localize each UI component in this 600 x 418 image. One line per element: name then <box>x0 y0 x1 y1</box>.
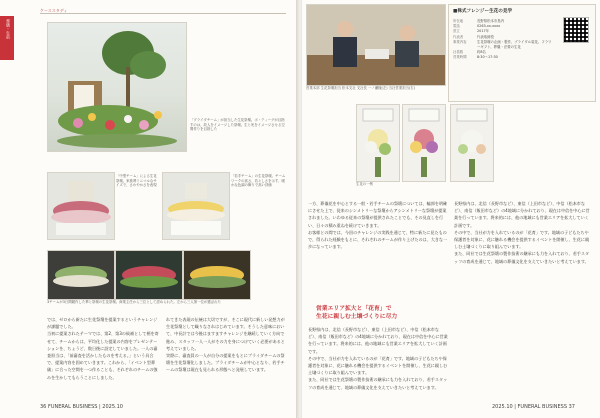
right-page <box>302 0 600 418</box>
profile-row: 事業内容 生花祭壇の企画・製作、ブライダル装花、フラワーギフト、葬儀・法要の生花 <box>453 39 552 50</box>
profile-row: 代表者 代表取締役 <box>453 34 494 39</box>
arrangement-photo-1 <box>356 104 400 182</box>
small-caption-1: 「中型チーム」による生花祭壇。家族葬ミニマルなサイズで、さわやかさを表現 <box>116 174 157 188</box>
bottom-arrangement-1 <box>48 251 114 299</box>
right-body-col-1: 一方、葬儀花を中心とする一般・若手チームの祭壇については、輪郭を明確にさせた上で、従来のシンメトリーな祭壇からアシンメトリーな祭壇が提案されました。いわゆる従来の祭壇が提供されたことでも、その見直しを行い、日々の積み重ねを続けていきます。 お客様との間では、今回のチャレンジの実践を通じて、特に新たに見たもので、得られた経験をもとに、それぞれのチームが作り上げたのは、大きな一歩になっています。 <box>308 201 448 250</box>
bottom-photos-caption: 3チームが3日間競作した華と祭壇の生花祭壇。商業主任から三位として認められた。左から三人第一位が選ばれた <box>47 300 221 304</box>
photo-bottom-1 <box>47 250 115 300</box>
side-tab-label: 葬儀・生前 <box>6 19 11 39</box>
profile-row: 営業時間 8:30～17:30 <box>453 55 498 60</box>
bottom-arrangement-2 <box>116 251 182 299</box>
right-body-col-1b-text: 長野県内は、北信（長野市など）、東信（上田市など）、中信（松本市など）、南信（飯田市など）の4地域に分かれており、現在は中信を中心に営業を行っています。将来的には、他の地域にも営業エリアを拡大していく計画です。 その中で、当社が力を入れているのが「花育」です。地域の子どもたちや保護者を対象に、花に触れる機会を提供するイベントを開催し、生花に親しむ土壌づくりに取り組んでいます。 また、同社では生花祭壇の製作技術の継承にも力を入れており、若手スタッフの育成を通じて、地域の葬儀文化を支えていきたいと考えています。 <box>308 327 448 390</box>
altar-illustration <box>48 23 186 151</box>
right-body-col-2: 長野県内は、北信（長野市など）、東信（上田市など）、中信（松本市など）、南信（飯田市など）の4地域に分かれており、現在は中信を中心に営業を行っています。将来的には、他の地域にも営業エリアを拡大していく計画です。 その中で、当社が力を入れているのが「花育」です。地域の子どもたちや保護者を対象に、花に触れる機会を提供するイベントを開催し、生花に親しむ土壌づくりに取り組んでいます。 また、同社では生花祭壇の製作技術の継承にも力を入れており、若手スタッフの育成を通じて、地域の葬儀文化を支えていきたいと考えています。 <box>454 201 590 264</box>
left-folio: 36 FUNERAL BUSINESS | 2025.10 <box>40 404 123 410</box>
staff-photo-caption: 営業本部 生花祭壇担当 松本支社 支社長 一ノ瀬様(左) 当社営業担当(右) <box>306 86 416 90</box>
profile-title: ■株式フレンジー生花の見学 <box>453 9 513 14</box>
bottom-arrangement-3 <box>184 251 250 299</box>
section-label: ケーススタディ <box>40 8 68 13</box>
middle-team-arrangement <box>48 173 114 239</box>
right-body-col-1b <box>308 326 448 400</box>
right-folio: 2025.10 | FUNERAL BUSINESS 37 <box>492 404 575 410</box>
staff-illustration <box>307 5 445 85</box>
main-altar-photo <box>47 22 187 152</box>
profile-row: 社員数 約8名 <box>453 50 486 55</box>
young-team-arrangement <box>163 173 229 239</box>
photo-bottom-3 <box>183 250 251 300</box>
header-rule <box>40 13 286 14</box>
photo-middle-team <box>47 172 115 240</box>
section-headline: 営業エリア拡大と「花育」で 生花に親しむ土壌づくりに尽力 <box>316 306 398 320</box>
arrangement-2 <box>403 105 445 181</box>
company-profile-box <box>448 4 596 102</box>
photo-young-team <box>162 172 230 240</box>
main-photo-caption: 「プライダチーム」が担当した生花祭壇。ボ・ティーグが目指すのは、故人をイメージした祭壇。生と死をイメージさせる空間作りを目指した <box>190 118 285 132</box>
qr-code-icon <box>563 17 589 43</box>
arrangement-photo-3 <box>450 104 494 182</box>
profile-row: 設立 2017年 <box>453 29 490 34</box>
left-body-col-2: れてきた表現の伝統は大切ですが、そこに現代に新しい発想力が生花祭壇として織りなされはじめています。そうした意味において、中長計では今後はますますチャレンジを継続していく方向で進み、スタッフ一人一人がその力を身につけていく必要があると考えていました。 実際に、審査員の一人が自分の提案をもとにプライダチームの祭壇を生花祭壇化しました。プライダチームが中心となり、若手チームの祭壇は現在も見られる形態へと発展しています。 <box>166 317 285 373</box>
profile-row: 所在地 長野県松本市島内 <box>453 19 505 23</box>
small-caption-2: 「若手チーム」の生花祭壇。チームワークの高さ、若々しさを示す、暖かな色調の飾りで高い評価 <box>231 174 286 188</box>
profile-row: 電話 0263-xx-xxxx <box>453 24 501 29</box>
arrangement-1 <box>357 105 399 181</box>
arrangements-caption: 生花の一例 <box>356 182 373 186</box>
left-body-col-1: では、ゼロから新たに生花祭壇を提案するというチャレンジが課題でした。 当初に提案されたテーマでは、第2、第3の候補として柄を寄せて、チームからは、平均化した提案の内容をプレゼンテーションを、ちょうど、数日後に設定していました。一人の審査担当は、「前審査を活かしたものを考える。」という具合で、提案内容を固めていきます。これから、「イベント型葬儀」に合った空間を一つ作ることも、それぞれのチームの強みを生かしてもらうことにしました。 <box>47 317 159 380</box>
profile-rows <box>453 19 553 61</box>
side-tab <box>0 16 14 60</box>
arrangement-3 <box>451 105 493 181</box>
photo-bottom-2 <box>115 250 183 300</box>
arrangement-photo-2 <box>402 104 446 182</box>
staff-photo <box>306 4 446 86</box>
left-page <box>0 0 298 418</box>
